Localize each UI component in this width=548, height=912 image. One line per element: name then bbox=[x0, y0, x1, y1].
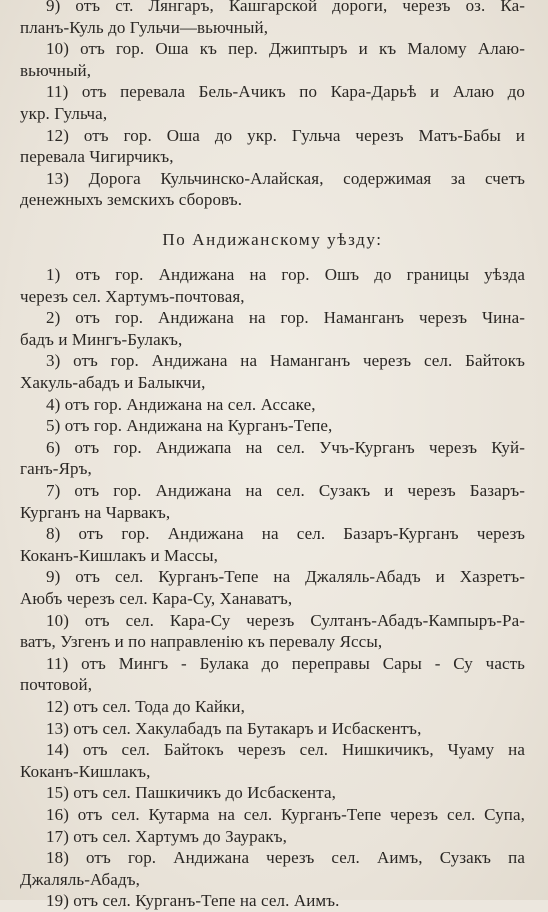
text-line: планъ-Куль до Гульчи—вьючный, bbox=[20, 17, 269, 37]
text-line: 9) отъ сел. Курганъ-Тепе на Джаляль-Абадъ и Хазретъ- bbox=[46, 567, 525, 587]
text-line: 13) отъ сел. Хакулабадъ па Бутакаръ и Исбаскентъ, bbox=[46, 718, 422, 738]
text-line: Аюбъ черезъ сел. Кара-Су, Ханаватъ, bbox=[20, 589, 293, 608]
text-line: 10) отъ гор. Оша къ пер. Джиптыръ и къ Малому Алаю- bbox=[46, 39, 525, 59]
text-line: денежныхъ земскихъ сборовъ. bbox=[20, 190, 243, 210]
text-line: 13) Дорога Кульчинско-Алайская, содержимая за счетъ bbox=[46, 168, 525, 188]
text-line: ватъ, Узгенъ и по направленію къ перевалу Яссы, bbox=[20, 632, 383, 652]
text-line: 17) отъ сел. Хартумъ до Зауракъ, bbox=[46, 826, 287, 846]
text-line: 18) отъ гор. Андижана черезъ сел. Аимъ, Сузакъ па bbox=[46, 848, 525, 868]
text-line: 6) отъ гор. Андижапа на сел. Учъ-Курганъ черезъ Куй- bbox=[46, 437, 525, 457]
text-line: 12) отъ сел. Тода до Кайки, bbox=[46, 697, 245, 716]
text-line: 12) отъ гор. Оша до укр. Гульча черезъ Матъ-Бабы и bbox=[46, 125, 525, 145]
text-line: Коканъ-Кишлакъ, bbox=[20, 761, 151, 781]
text-line: укр. Гульча, bbox=[20, 104, 108, 123]
text-line: бадъ и Мингъ-Булакъ, bbox=[20, 329, 183, 349]
text-line: 11) отъ перевала Бель-Ачикъ по Кара-Дарьѣ и Алаю до bbox=[46, 82, 525, 102]
text-line: 1) отъ гор. Андижана на гор. Ошъ до границы уѣзда bbox=[46, 265, 525, 284]
text-line: вьючный, bbox=[20, 60, 92, 80]
text-line: 8) отъ гор. Андижана на сел. Базаръ-Курганъ черезъ bbox=[46, 524, 525, 544]
text-line: 5) отъ гор. Андижана на Курганъ-Тепе, bbox=[46, 416, 333, 436]
text-line: 11) отъ Мингъ - Булака до переправы Сары - Су часть bbox=[46, 653, 525, 673]
text-line: ганъ-Яръ, bbox=[20, 459, 92, 479]
text-line: 19) отъ сел. Курганъ-Тепе на сел. Аимъ. bbox=[46, 891, 340, 911]
text-line: 9) отъ ст. Лянгаръ, Кашгарской дороги, черезъ оз. Ка- bbox=[46, 0, 525, 15]
text-line: 16) отъ сел. Кутарма на сел. Курганъ-Тепе черезъ сел. Супа, bbox=[46, 805, 525, 824]
text-line: 4) отъ гор. Андижана на сел. Ассаке, bbox=[46, 394, 316, 414]
text-line: Хакуль-абадъ и Балыкчи, bbox=[20, 373, 206, 392]
text-line: 15) отъ сел. Пашкичикъ до Исбаскента, bbox=[46, 783, 336, 803]
text-line: 2) отъ гор. Андижана на гор. Наманганъ черезъ Чина- bbox=[46, 308, 525, 328]
section-heading: По Андижанскому уѣзду: bbox=[162, 230, 383, 249]
text-line: Курганъ на Чарвакъ, bbox=[20, 502, 171, 522]
text-line: 10) отъ сел. Кара-Су черезъ Султанъ-Абадъ-Кампыръ-Ра- bbox=[46, 610, 525, 630]
text-line: почтовой, bbox=[20, 675, 93, 695]
text-line: 7) отъ гор. Андижана на сел. Сузакъ и черезъ Базаръ- bbox=[46, 481, 525, 500]
text-line: Джаляль-Абадъ, bbox=[20, 869, 140, 889]
text-line: перевала Чигирчикъ, bbox=[20, 147, 174, 167]
text-line: 3) отъ гор. Андижана на Наманганъ черезъ сел. Байтокъ bbox=[46, 351, 525, 371]
text-line: черезъ сел. Хартумъ-почтовая, bbox=[20, 286, 245, 306]
text-line: 14) отъ сел. Байтокъ черезъ сел. Нишкичикъ, Чуаму на bbox=[46, 740, 525, 760]
text-line: Коканъ-Кишлакъ и Массы, bbox=[20, 545, 219, 565]
